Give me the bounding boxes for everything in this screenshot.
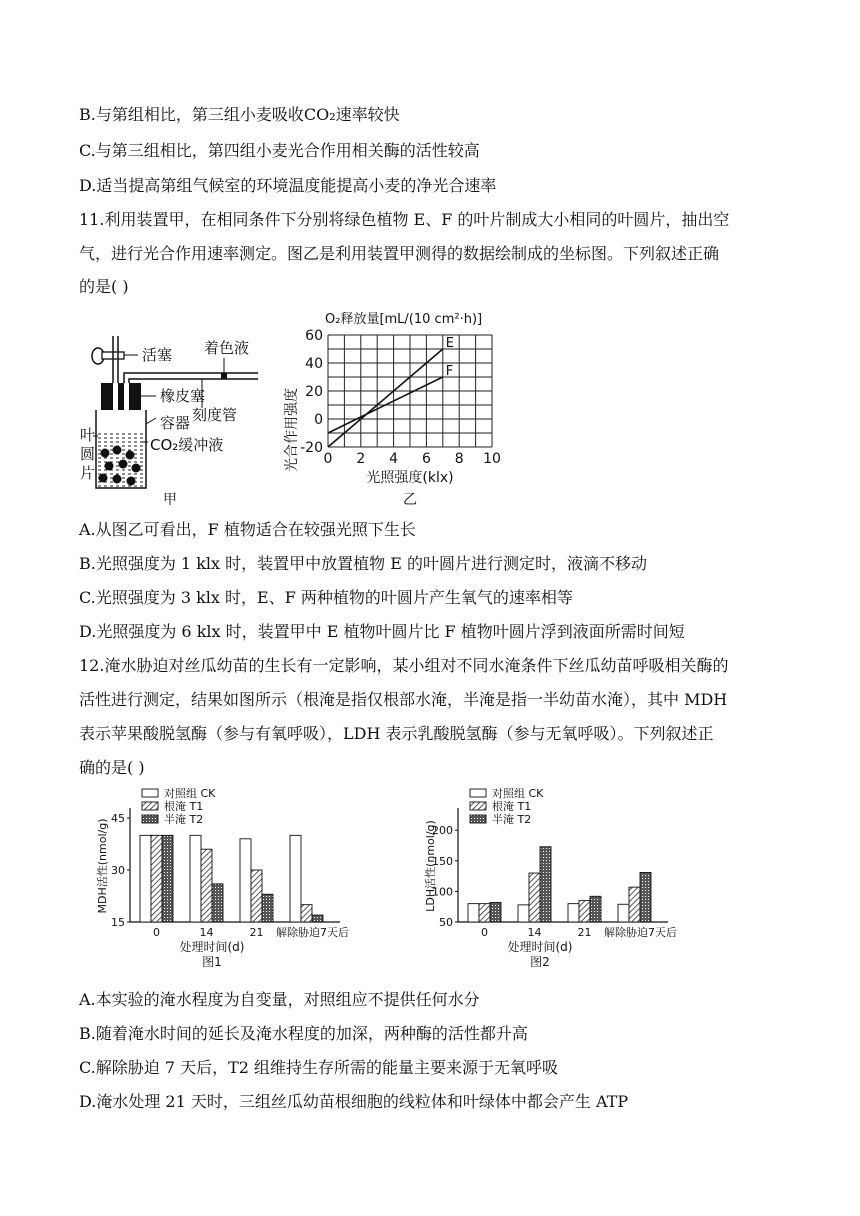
bar-1-3 bbox=[301, 905, 312, 922]
bar-2-2 bbox=[262, 894, 273, 922]
bar-0-2 bbox=[568, 904, 579, 922]
q11-option-c: C.光照强度为 3 klx 时，E、F 两种植物的叶圆片产生氧气的速率相等 bbox=[79, 588, 573, 607]
bar-0-1 bbox=[518, 905, 529, 922]
q11-option-a: A.从图乙可看出，F 植物适合在较强光照下生长 bbox=[79, 520, 416, 539]
label-container: 容器 bbox=[160, 414, 191, 432]
y-tick-label: 20 bbox=[305, 384, 323, 400]
bar-2-3 bbox=[312, 915, 323, 922]
q10-option-d: D.适当提高第组气候室的环境温度能提高小麦的净光合速率 bbox=[79, 176, 497, 195]
legend-swatch-2 bbox=[142, 815, 158, 823]
y-tick-label: 200 bbox=[432, 824, 453, 838]
chart-yi-caption: 乙 bbox=[403, 492, 417, 508]
chart-ldh-caption: 图2 bbox=[530, 955, 550, 969]
bar-1-1 bbox=[529, 873, 540, 922]
x-tick-label: 14 bbox=[199, 926, 214, 939]
chart-mdh-xlabel: 处理时间(d) bbox=[179, 940, 245, 954]
q11-option-b: B.光照强度为 1 klx 时，装置甲中放置植物 E 的叶圆片进行测定时，液滴不移动 bbox=[79, 554, 647, 573]
legend-swatch-0 bbox=[470, 789, 486, 797]
bar-2-1 bbox=[212, 884, 223, 922]
legend-label-1: 根淹 T1 bbox=[164, 800, 204, 813]
bar-1-2 bbox=[579, 901, 590, 922]
chart-ldh-xlabel: 处理时间(d) bbox=[507, 940, 573, 954]
q12-stem-line1: 12.淹水胁迫对丝瓜幼苗的生长有一定影响，某小组对不同水淹条件下丝瓜幼苗呼吸相关酶的 bbox=[79, 656, 729, 675]
y-tick-label: -20 bbox=[300, 440, 323, 456]
y-tick-label: 150 bbox=[432, 854, 453, 868]
x-tick-label: 解除胁迫7天后 bbox=[604, 926, 677, 939]
label-buffer: CO₂缓冲液 bbox=[150, 436, 224, 454]
bar-0-2 bbox=[240, 839, 251, 922]
bar-1-0 bbox=[151, 835, 162, 922]
x-tick-label: 10 bbox=[483, 451, 501, 467]
q12-option-c: C.解除胁迫 7 天后，T2 组维持生存所需的能量主要来源于无氧呼吸 bbox=[79, 1058, 559, 1077]
bar-0-1 bbox=[190, 835, 201, 922]
y-tick-label: 60 bbox=[305, 328, 323, 344]
legend-swatch-0 bbox=[142, 789, 158, 797]
bar-1-3 bbox=[629, 887, 640, 922]
legend-label-2: 半淹 T2 bbox=[164, 813, 204, 826]
y-tick-label: 0 bbox=[314, 412, 323, 428]
bar-1-2 bbox=[251, 870, 262, 922]
q12-option-d: D.淹水处理 21 天时，三组丝瓜幼苗根细胞的线粒体和叶绿体中都会产生 ATP bbox=[79, 1092, 629, 1111]
q11-stem-line2: 气，进行光合作用速率测定。图乙是利用装置甲测得的数据绘制成的坐标图。下列叙述正确 bbox=[79, 244, 720, 263]
y-tick-label: 100 bbox=[432, 885, 453, 899]
bar-0-3 bbox=[290, 835, 301, 922]
y-tick-label: 15 bbox=[111, 916, 125, 929]
x-tick-label: 14 bbox=[527, 926, 542, 939]
label-stopcock: 活塞 bbox=[142, 346, 173, 364]
q12-option-b: B.随着淹水时间的延长及淹水程度的加深，两种酶的活性都升高 bbox=[79, 1024, 528, 1043]
legend-label-2: 半淹 T2 bbox=[492, 813, 532, 826]
chart-yi bbox=[280, 305, 510, 510]
bar-1-0 bbox=[479, 904, 490, 922]
y-tick-label: 40 bbox=[305, 356, 323, 372]
legend-label-0: 对照组 CK bbox=[164, 788, 216, 800]
q11-option-d: D.光照强度为 6 klx 时，装置甲中 E 植物叶圆片比 F 植物叶圆片浮到液面所需时间短 bbox=[79, 622, 685, 641]
bar-1-1 bbox=[201, 849, 212, 922]
legend-swatch-1 bbox=[142, 802, 158, 810]
chart-mdh-ylabel: MDH活性(nmol/g) bbox=[96, 818, 109, 914]
chart-mdh-caption: 图1 bbox=[202, 955, 222, 969]
q10-option-b: B.与第组相比，第三组小麦吸收CO₂速率较快 bbox=[79, 105, 400, 124]
chart-yi-title: O₂释放量[mL/(10 cm²·h)] bbox=[325, 312, 483, 327]
q11-stem-line1: 11.利用装置甲，在相同条件下分别将绿色植物 E、F 的叶片制成大小相同的叶圆片，抽出空 bbox=[79, 210, 730, 229]
q12-stem-line3: 表示苹果酸脱氢酶（参与有氧呼吸），LDH 表示乳酸脱氢酶（参与无氧呼吸）。下列叙述正 bbox=[79, 724, 714, 743]
label-stopper: 橡皮塞 bbox=[160, 387, 206, 405]
legend-swatch-1 bbox=[470, 802, 486, 810]
x-tick-label: 0 bbox=[481, 926, 488, 939]
x-tick-label: 0 bbox=[153, 926, 160, 939]
x-tick-label: 8 bbox=[454, 451, 464, 467]
bar-2-2 bbox=[590, 896, 601, 922]
x-tick-label: 4 bbox=[389, 451, 399, 467]
legend-label-0: 对照组 CK bbox=[492, 788, 544, 800]
bar-0-0 bbox=[140, 835, 151, 922]
chart-yi-xlabel: 光照强度(klx) bbox=[366, 470, 454, 486]
label-dye: 着色液 bbox=[204, 339, 250, 357]
x-tick-label: 2 bbox=[356, 451, 366, 467]
label-disc-2: 圆 bbox=[80, 445, 96, 463]
bar-0-0 bbox=[468, 904, 479, 922]
x-tick-label: 6 bbox=[421, 451, 431, 467]
label-disc-3: 片 bbox=[80, 464, 96, 482]
x-tick-label: 21 bbox=[577, 926, 592, 939]
bar-2-0 bbox=[162, 835, 173, 922]
caption-jia: 甲 bbox=[163, 492, 177, 508]
q12-stem-line2: 活性进行测定，结果如图所示（根淹是指仅根部水淹，半淹是指一半幼苗水淹），其中 MDH bbox=[79, 690, 728, 709]
bar-2-3 bbox=[640, 872, 651, 922]
chart-ldh-ylabel: LDH活性(nmol/g) bbox=[424, 820, 437, 912]
q12-stem-line4: 确的是( ) bbox=[79, 758, 145, 777]
chart-ldh bbox=[420, 788, 720, 978]
bar-2-1 bbox=[540, 847, 551, 922]
y-tick-label: 45 bbox=[111, 812, 125, 825]
chart-mdh bbox=[92, 788, 382, 978]
series-label-E: E bbox=[445, 336, 455, 351]
chart-yi-ylabel: 光合作用强度 bbox=[284, 388, 300, 472]
apparatus-diagram bbox=[80, 328, 280, 508]
y-tick-label: 50 bbox=[439, 916, 453, 929]
legend-swatch-2 bbox=[470, 815, 486, 823]
q12-option-a: A.本实验的淹水程度为自变量，对照组应不提供任何水分 bbox=[79, 990, 480, 1009]
q10-option-c: C.与第三组相比，第四组小麦光合作用相关酶的活性较高 bbox=[79, 141, 480, 160]
x-tick-label: 解除胁迫7天后 bbox=[276, 926, 349, 939]
bar-2-0 bbox=[490, 902, 501, 922]
y-tick-label: 30 bbox=[111, 864, 125, 877]
q11-stem-line3: 的是( ) bbox=[79, 277, 129, 296]
x-tick-label: 21 bbox=[249, 926, 264, 939]
label-tube: 刻度管 bbox=[192, 406, 238, 424]
label-disc-1: 叶 bbox=[80, 426, 96, 444]
series-label-F: F bbox=[445, 364, 454, 379]
bar-0-3 bbox=[618, 904, 629, 922]
legend-label-1: 根淹 T1 bbox=[492, 800, 532, 813]
series-line-E bbox=[328, 349, 443, 447]
x-tick-label: 0 bbox=[323, 451, 333, 467]
